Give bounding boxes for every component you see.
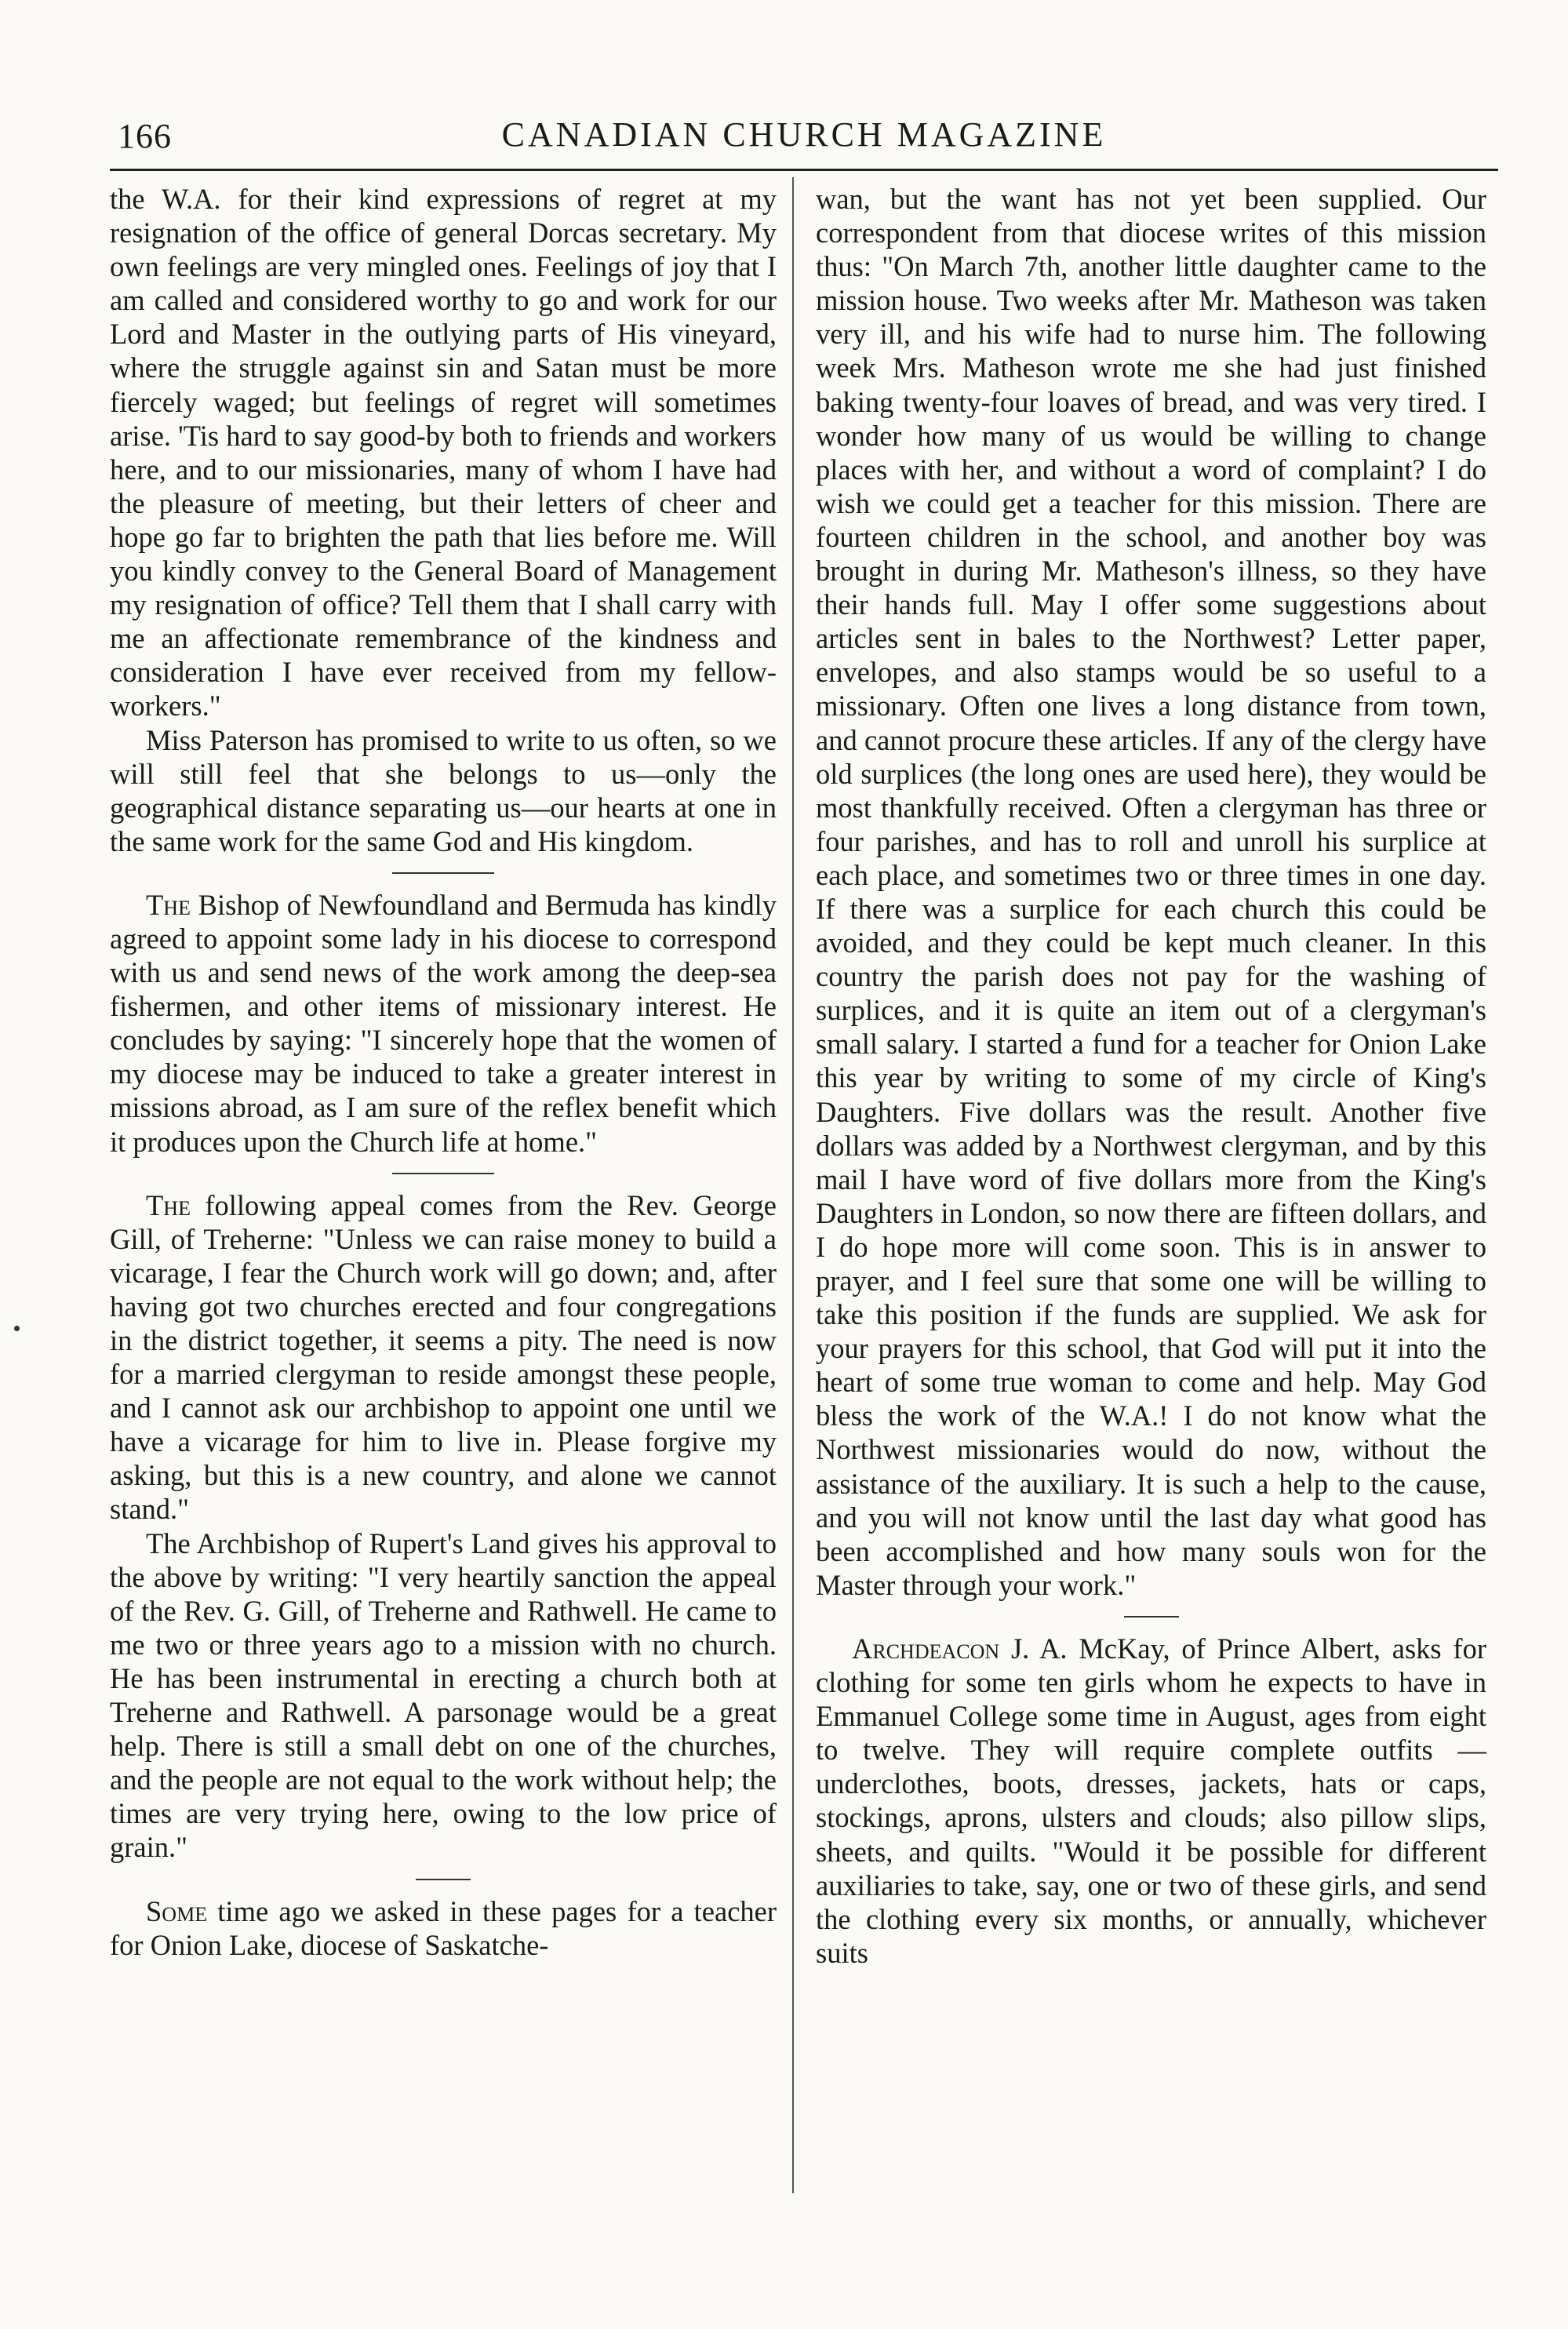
paragraph-onion-lake (110, 1894, 777, 1962)
paragraph-text: following appeal comes from the Rev. George Gill, of Treherne: "Unless we can raise money to build a vicarage, I fear the Church work will go down; and, after having got two churches erected and four congregations in the district together, it seems a pity. The need is now for a married clergyman to reside amongst these people, and I cannot ask our archbishop to appoint one until we have a vicarage for him to live in. Please forgive my asking, but this is a new country, and alone we cannot stand." (110, 1188, 777, 1526)
right-column (816, 182, 1486, 1970)
paragraph-text: Bishop of Newfoundland and Bermuda has kindly agreed to appoint some lady in his diocese to correspond with us and send news of the work among the deep-sea fishermen, and other items of missionary interest. He concludes by saying: "I sincerely hope that the women of my diocese may be induced to take a greater interest in missions abroad, as I am sure of the reflex benefit which it produces upon the Church life at home." (110, 888, 777, 1158)
lead-word: Some (146, 1894, 208, 1927)
section-separator (392, 1173, 494, 1174)
paragraph-miss-paterson: Miss Paterson has promised to write to us often, so we will still feel that she belongs to us—only the geographical distance separating us—our hearts at one in the same work for the same God and His kingdom. (110, 723, 777, 857)
page-number: 166 (118, 117, 172, 155)
running-title: CANADIAN CHURCH MAGAZINE (501, 115, 1107, 154)
left-column (110, 182, 777, 1962)
lead-word: The (146, 1188, 191, 1221)
column-divider (792, 177, 794, 2193)
section-separator (416, 1879, 471, 1880)
header-rule (110, 169, 1498, 171)
paragraph-archbishop-approval: The Archbishop of Rupert's Land gives his approval to the above by writing: "I very heartily sanction the appeal of the Rev. G. Gill, of Treherne and Rathwell. He came to me two or three years ago to a mission with no church. He has been instrumental in erecting a church both at Treherne and Rathwell. A parsonage would be a great help. There is still a small debt on one of the churches, and the people are not equal to the work without help; the times are very trying here, owing to the low price of grain." (110, 1527, 777, 1864)
page-header (118, 110, 1490, 165)
lead-word: The (146, 888, 191, 921)
paragraph-archdeacon-mckay (816, 1632, 1486, 1970)
paragraph-onion-lake-continued: wan, but the want has not yet been supplied. Our correspondent from that diocese writes of this mission thus: "On March 7th, another little daughter came to the mission house. Two weeks after Mr. Matheson was taken very ill, and his wife had to nurse him. The following week Mrs. Matheson wrote me she had just finished baking twenty-four loaves of bread, and was very tired. I wonder how many of us would be willing to change places with her, and without a word of complaint? I do wish we could get a teacher for this mission. There are fourteen children in the school, and another boy was brought in during Mr. Matheson's illness, so they have their hands full. May I offer some suggestions about articles sent in bales to the Northwest? Letter paper, envelopes, and also stamps would be so useful to a missionary. Often one lives a long distance from town, and cannot procure these articles. If any of the clergy have old surplices (the long ones are used here), they would be most thankfully received. Often a clergyman has three or four parishes, and has to roll and unroll his surplice at each place, and sometimes two or three times in one day. If there was a surplice for each church this could be avoided, and they could be kept much cleaner. In this country the parish does not pay for the washing of surplices, and it is quite an item out of a clergyman's small salary. I started a fund for a teacher for Onion Lake this year by writing to some of my circle of King's Daughters. Five dollars was the result. Another five dollars was added by a Northwest clergyman, and by this mail I have word of five dollars more from the King's Daughters in London, so now there are fifteen dollars, and I do hope more will come soon. This is in answer to prayer, and I feel sure that some one will be willing to take this position if the funds are supplied. We ask for your prayers for this school, that God will put it into the heart of some true woman to come and help. May God bless the work of the W.A.! I do not know what the Northwest missionaries would do now, without the assistance of the auxiliary. It is such a help to the cause, and you will not know until the last day what good has been accomplished and how many souls won for the Master through your work." (816, 183, 1486, 1601)
section-separator (392, 872, 494, 874)
paragraph-resignation-letter-end: the W.A. for their kind expressions of regret at my resignation of the office of general Dorcas secretary. My own feelings are very mingled ones. Feelings of joy that I am called and considered worthy to go and work for our Lord and Master in the outlying parts of His vineyard, where the struggle against sin and Satan must be more fiercely waged; but feelings of regret will sometimes arise. 'Tis hard to say good-by both to friends and workers here, and to our missionaries, many of whom I have had the pleasure of meeting, but their letters of cheer and hope go far to brighten the path that lies before me. Will you kindly convey to the General Board of Management my resignation of office? Tell them that I shall carry with me an affectionate remembrance of the kindness and consideration I have ever received from my fellow-workers." (110, 183, 777, 722)
paragraph-text: J. A. McKay, of Prince Albert, asks for clothing for some ten girls whom he expects to have in Emmanuel College some time in August, ages from eight to twelve. They will require complete outfits — underclothes, boots, dresses, jackets, hats or caps, stockings, aprons, ulsters and clouds; also pillow slips, sheets, and quilts. "Would it be possible for different auxiliaries to take, say, one or two of these girls, and send the clothing every six months, or annually, whichever suits (816, 1632, 1486, 1969)
paragraph-text: time ago we asked in these pages for a teacher for Onion Lake, diocese of Saskatche- (110, 1894, 777, 1961)
paragraph-george-gill-appeal (110, 1188, 777, 1527)
section-separator (1124, 1616, 1179, 1618)
lead-word: Archdeacon (852, 1632, 1000, 1665)
margin-mark (14, 1326, 20, 1331)
paragraph-bishop-newfoundland (110, 888, 777, 1159)
